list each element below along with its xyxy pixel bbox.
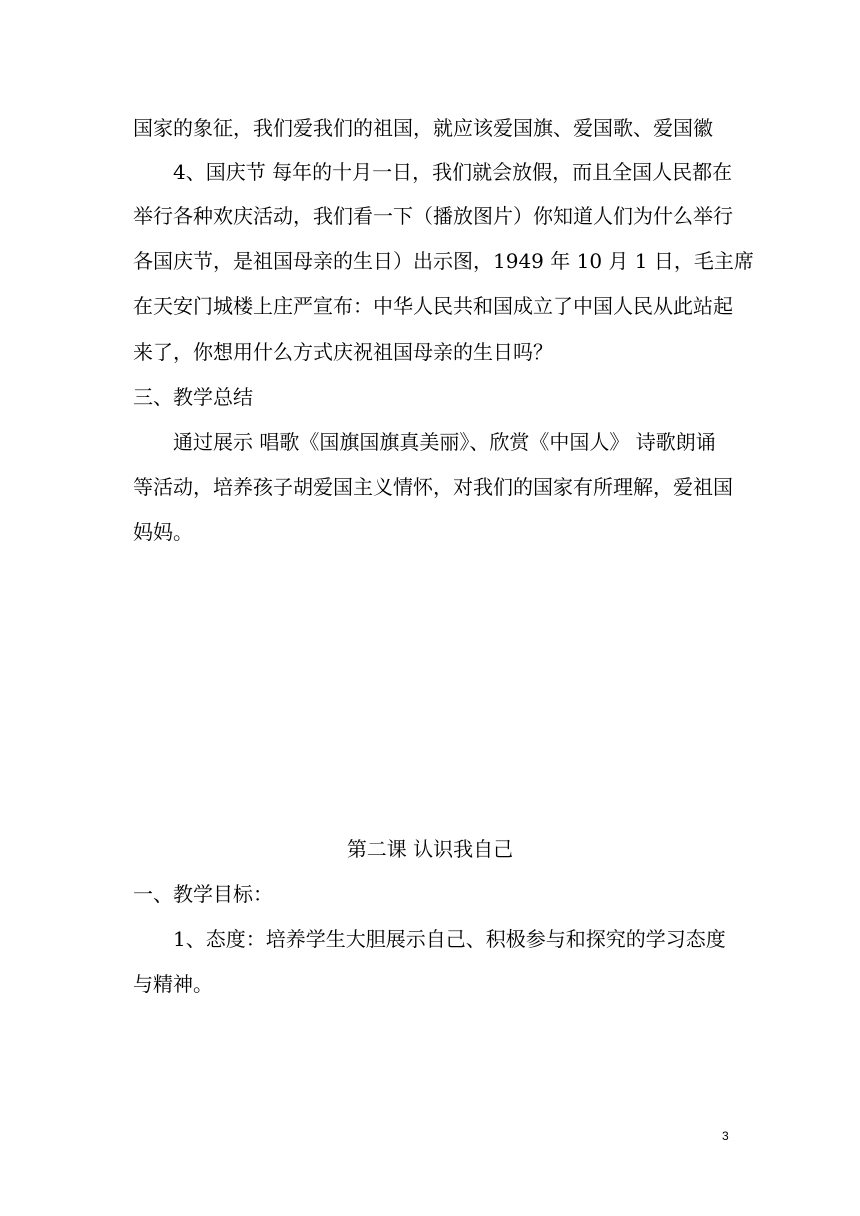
paragraph-line-national-day: 4、国庆节 每年的十月一日，我们就会放假，而且全国人民都在 <box>173 160 733 184</box>
paragraph-line-attitude: 1、态度：培养学生大胆展示自己、积极参与和探究的学习态度 <box>173 927 726 951</box>
paragraph-line: 妈妈。 <box>133 520 193 544</box>
page-number: 3 <box>722 1129 729 1143</box>
paragraph-line: 来了，你想用什么方式庆祝祖国母亲的生日吗？ <box>133 340 553 364</box>
section-heading-summary: 三、教学总结 <box>133 385 253 409</box>
lesson-title: 第二课 认识我自己 <box>346 837 514 861</box>
paragraph-line: 与精神。 <box>133 972 213 996</box>
paragraph-line: 在天安门城楼上庄严宣布：中华人民共和国成立了中国人民从此站起 <box>133 294 733 318</box>
section-heading-objectives: 一、教学目标： <box>133 882 273 906</box>
paragraph-line: 举行各种欢庆活动，我们看一下（播放图片）你知道人们为什么举行 <box>133 204 733 228</box>
paragraph-line: 各国庆节，是祖国母亲的生日）出示图，1949 年 10 月 1 日，毛主席 <box>133 249 754 273</box>
paragraph-line-national-symbols: 国家的象征，我们爱我们的祖国，就应该爱国旗、爱国歌、爱国徽 <box>133 116 713 140</box>
paragraph-line: 等活动，培养孩子胡爱国主义情怀，对我们的国家有所理解，爱祖国 <box>133 475 733 499</box>
paragraph-line-summary: 通过展示 唱歌《国旗国旗真美丽》、欣赏《中国人》 诗歌朗诵 <box>173 430 716 454</box>
